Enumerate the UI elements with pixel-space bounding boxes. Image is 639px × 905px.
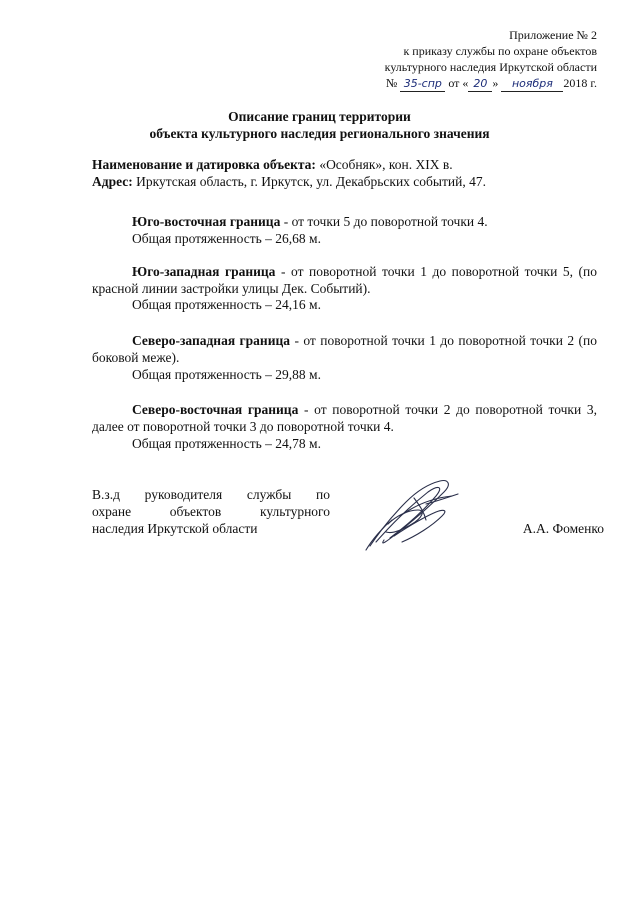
- boundary-length: Общая протяженность – 26,68 м.: [132, 231, 321, 246]
- order-number-handwritten: 35-спр: [403, 77, 442, 90]
- boundary-heading: Юго-восточная граница: [132, 214, 281, 229]
- order-month-handwritten: ноября: [511, 77, 553, 90]
- boundary-length: Общая протяженность – 24,16 м.: [132, 297, 321, 312]
- boundary-heading: Северо-западная граница: [132, 333, 291, 348]
- appendix-agency-line: культурного наследия Иркутской области: [384, 60, 597, 74]
- appendix-number: Приложение № 2: [509, 28, 597, 42]
- boundary-length: Общая протяженность – 24,78 м.: [132, 436, 321, 451]
- appendix-order-line: к приказу службы по охране объектов: [403, 44, 597, 58]
- order-day-handwritten: 20: [473, 77, 488, 90]
- order-day-field: [468, 76, 492, 92]
- object-info: [92, 156, 597, 190]
- position-line: охране объектов культурного: [92, 504, 330, 519]
- object-name-label: Наименование и датировка объекта:: [92, 157, 316, 172]
- order-date-mid: »: [492, 76, 499, 90]
- object-name-row: [92, 156, 597, 173]
- order-year: 2018 г.: [563, 76, 597, 90]
- appendix-header: [297, 27, 597, 92]
- boundary-northwest: [92, 332, 597, 366]
- object-address-value: Иркутская область, г. Иркутск, ул. Декабрьских событий, 47.: [132, 174, 486, 189]
- boundary-southwest: [92, 263, 597, 297]
- title-line-1: Описание границ территории: [228, 109, 411, 124]
- order-number-field: [400, 76, 445, 92]
- order-date-from: от «: [448, 76, 469, 90]
- object-address-row: [92, 173, 597, 190]
- boundary-description: - от поворотной точки 1 до поворотной точки 2 (по боковой меже).: [92, 333, 597, 365]
- boundary-southeast: [92, 213, 597, 230]
- position-line: наследия Иркутской области: [92, 521, 258, 536]
- object-address-label: Адрес:: [92, 174, 133, 189]
- boundary-heading: Юго-западная граница: [132, 264, 276, 279]
- boundary-northeast: [92, 401, 597, 435]
- object-name-value: «Особняк», кон. XIX в.: [315, 157, 453, 172]
- boundary-description: - от поворотной точки 2 до поворотной точки 3, далее от поворотной точки 3 до поворотной точки 4.: [92, 402, 597, 434]
- boundary-description: - от точки 5 до поворотной точки 4.: [280, 214, 488, 229]
- title-line-2: объекта культурного наследия регионального значения: [149, 126, 490, 141]
- order-number-prefix: №: [385, 76, 398, 90]
- order-month-field: [501, 76, 563, 92]
- document-title: [0, 108, 639, 142]
- position-line: В.з.д руководителя службы по: [92, 487, 330, 502]
- boundary-length: Общая протяженность – 29,88 м.: [132, 367, 321, 382]
- handwritten-signature: [356, 476, 464, 554]
- signatory-name: А.А. Фоменко: [522, 521, 604, 536]
- signatory-position: [92, 486, 330, 537]
- appendix-order-ref: [297, 75, 597, 92]
- boundary-heading: Северо-восточная граница: [132, 402, 299, 417]
- boundary-description: - от поворотной точки 1 до поворотной точки 5, (по красной линии застройки улицы Дек. Событий).: [92, 264, 597, 296]
